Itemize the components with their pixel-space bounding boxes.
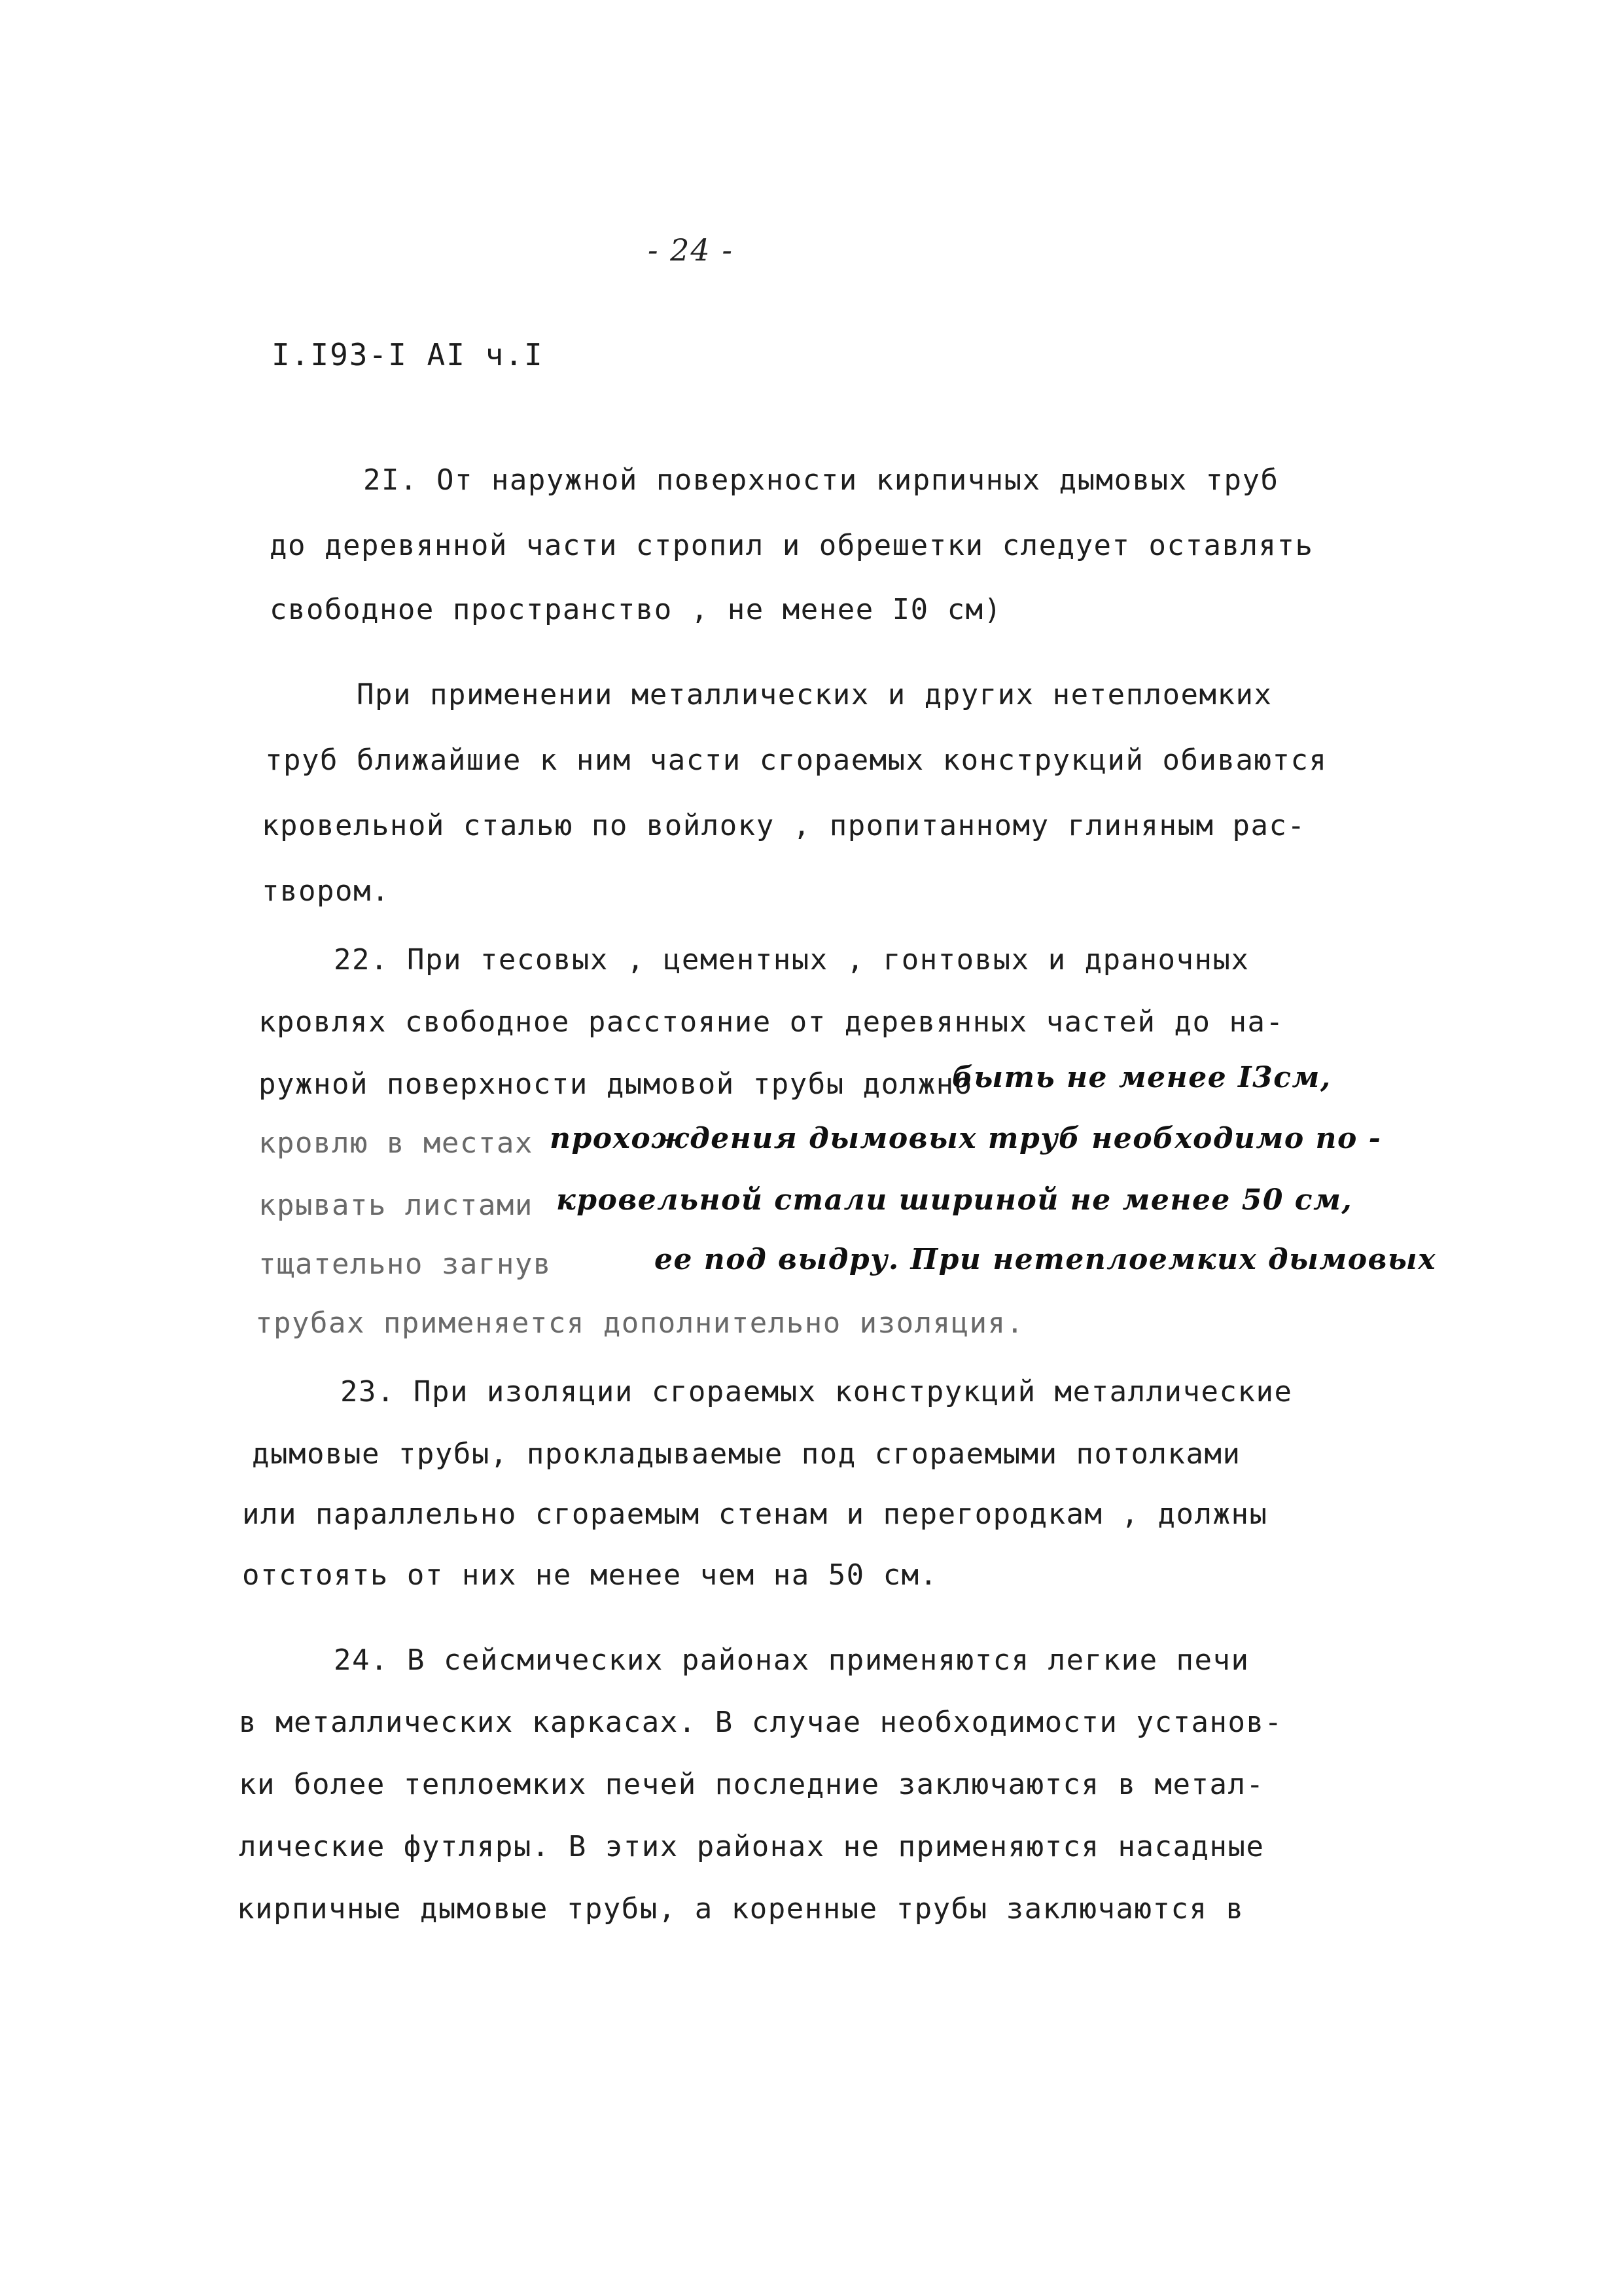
section-21-paragraph-line: труб ближайшие к ним части сгораемых конструкций обиваются bbox=[265, 744, 1328, 777]
page-number: - 24 - bbox=[648, 232, 733, 268]
section-21-line: до деревянной части стропил и обрешетки следует оставлять bbox=[270, 529, 1314, 562]
section-22-line: тщательно загнув bbox=[258, 1247, 552, 1281]
section-22-line: кровлю в местах bbox=[258, 1126, 533, 1160]
section-24-line: в металлических каркасах. В случае необходимости установ- bbox=[239, 1706, 1283, 1739]
section-24-line: 24. В сейсмических районах применяются легкие печи bbox=[334, 1643, 1250, 1677]
section-21-paragraph-line: При применении металлических и других нетеплоемких bbox=[357, 678, 1273, 711]
document-code: I.I93-I AI ч.I bbox=[272, 337, 544, 372]
section-24-line: кирпичные дымовые трубы, а коренные трубы заключаются в bbox=[237, 1892, 1244, 1926]
section-22-handwritten: быть не менее I3см, bbox=[952, 1061, 1332, 1094]
section-21-paragraph-line: твором. bbox=[262, 874, 390, 908]
section-21-paragraph-line: кровельной сталью по войлоку , пропитанному глиняным рас- bbox=[262, 809, 1306, 842]
section-22-handwritten: кровельной стали шириной не менее 50 см, bbox=[556, 1183, 1353, 1217]
section-23-line: дымовые трубы, прокладываемые под сгораемыми потолками bbox=[252, 1437, 1241, 1471]
section-23-line: 23. При изоляции сгораемых конструкций металлические bbox=[340, 1375, 1293, 1408]
section-23-line: отстоять от них не менее чем на 50 см. bbox=[242, 1558, 938, 1592]
section-23-line: или параллельно сгораемым стенам и перегородкам , должны bbox=[242, 1498, 1268, 1531]
section-22-line: 22. При тесовых , цементных , гонтовых и драночных bbox=[334, 943, 1250, 977]
section-22-line: трубах применяется дополнительно изоляция. bbox=[255, 1306, 1025, 1340]
section-22-line: крывать листами bbox=[258, 1189, 533, 1222]
section-24-line: лические футляры. В этих районах не применяются насадные bbox=[239, 1830, 1265, 1863]
section-22-line: ружной поверхности дымовой трубы должно bbox=[258, 1067, 973, 1101]
section-21-line: свободное пространство , не менее I0 см) bbox=[270, 593, 1002, 626]
section-24-line: ки более теплоемких печей последние заключаются в метал- bbox=[239, 1768, 1265, 1801]
section-21-line: 2I. От наружной поверхности кирпичных дымовых труб bbox=[363, 463, 1279, 497]
section-22-handwritten: ее под выдру. При нетеплоемких дымовых bbox=[654, 1243, 1436, 1276]
section-22-handwritten: прохождения дымовых труб необходимо по - bbox=[550, 1122, 1382, 1155]
section-22-line: кровлях свободное расстояние от деревянных частей до на- bbox=[258, 1005, 1284, 1039]
